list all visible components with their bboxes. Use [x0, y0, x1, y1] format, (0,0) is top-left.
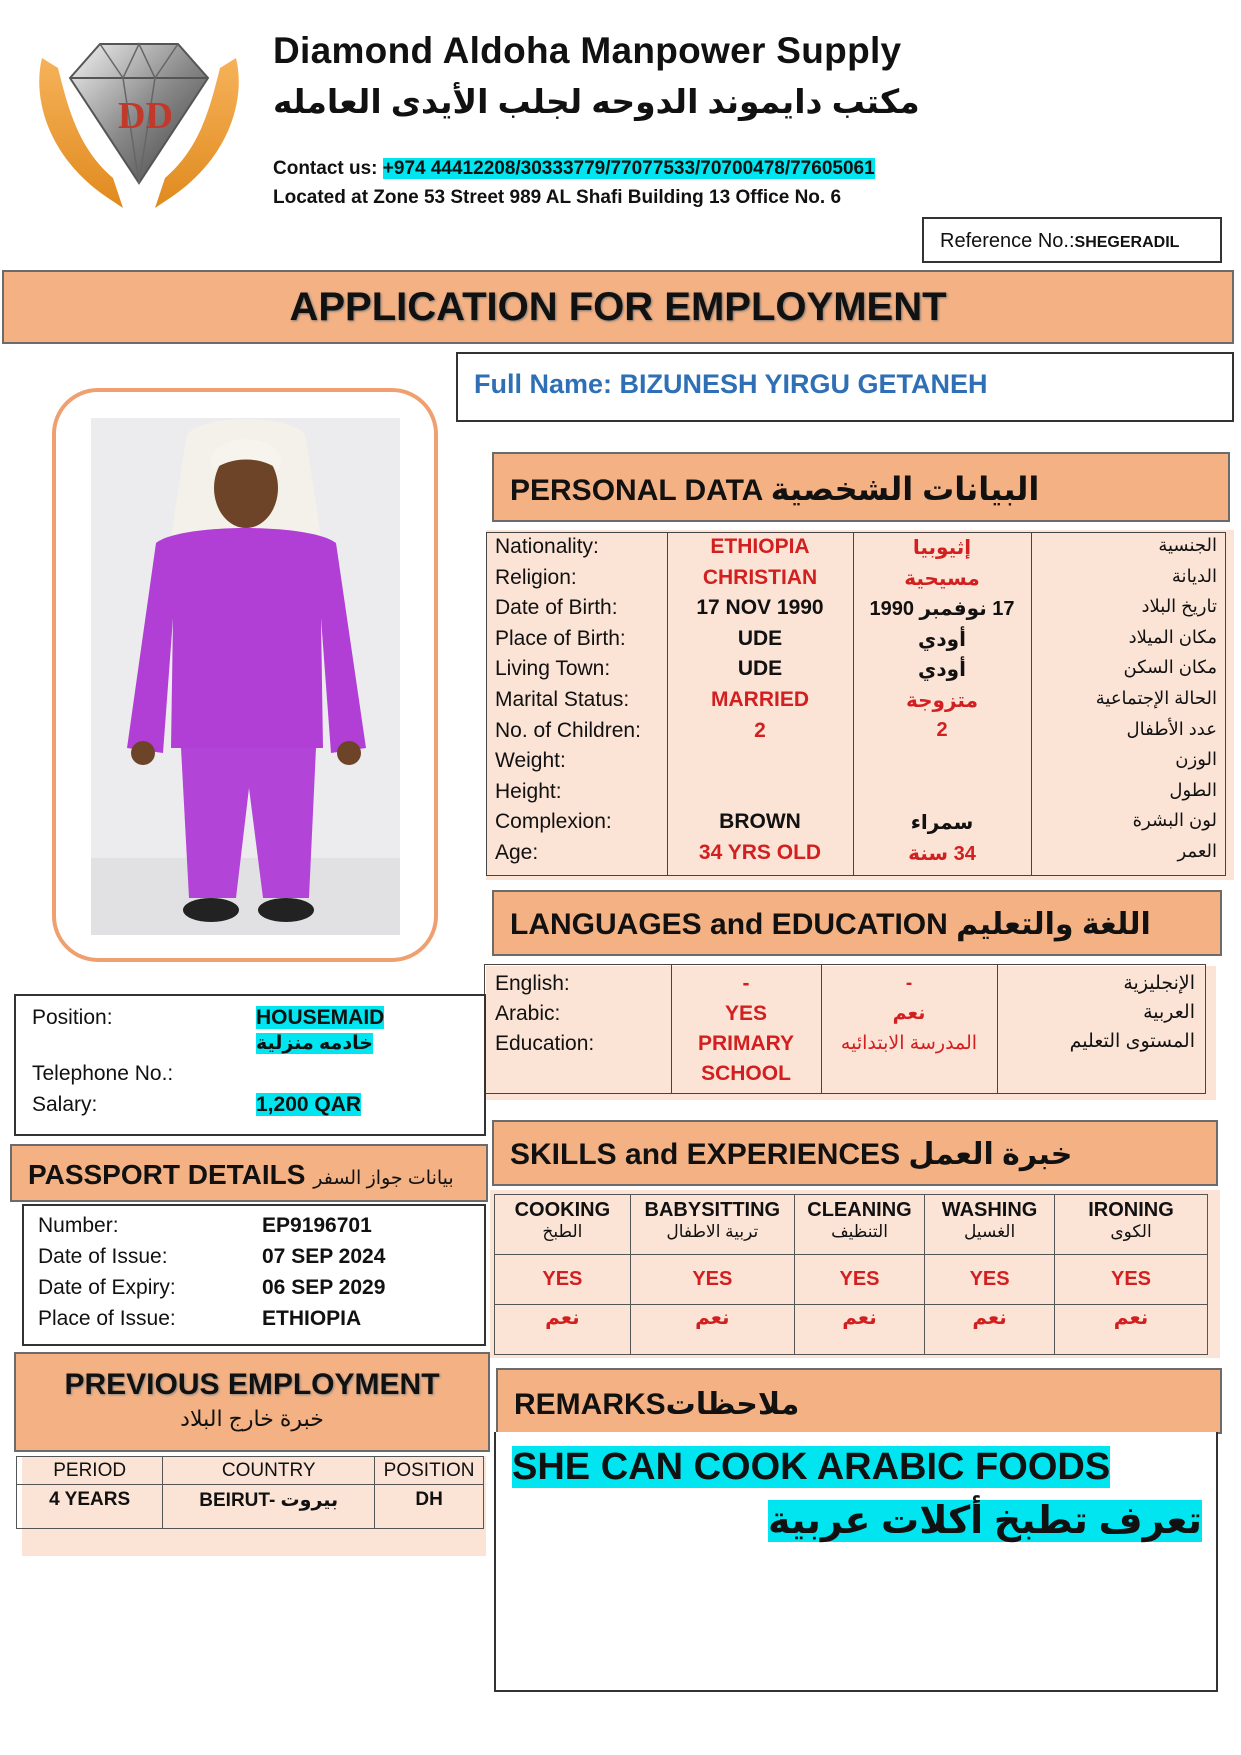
skill-answer: YES — [495, 1255, 631, 1305]
prev-header-period: PERIOD — [17, 1457, 163, 1485]
passport-rows — [38, 1214, 478, 1338]
passport-label: Place of Issue: — [38, 1307, 176, 1330]
personal-label: Weight: — [495, 749, 566, 773]
personal-value: UDE — [737, 657, 783, 681]
personal-value-ar: سمراء — [910, 812, 974, 835]
personal-value-ar: 17 نوفمبر 1990 — [869, 598, 1015, 621]
applicant-photo — [91, 418, 400, 935]
skill-answer: YES — [630, 1255, 794, 1305]
personal-label: Date of Birth: — [495, 596, 618, 620]
prev-header-country: COUNTRY — [163, 1457, 375, 1485]
personal-row — [487, 596, 1227, 627]
lang-education-label: Education: — [495, 1032, 595, 1055]
personal-row — [487, 749, 1227, 780]
passport-heading-ar: بيانات جواز السفر — [313, 1168, 454, 1189]
skill-washing — [925, 1195, 1055, 1255]
salary-label: Salary: — [32, 1093, 98, 1116]
personal-row — [487, 841, 1227, 872]
salary-value: 1,200 QAR — [256, 1093, 362, 1116]
skill-answer: YES — [925, 1255, 1055, 1305]
lang-education-label-ar: المستوى التعليم — [1069, 1031, 1195, 1052]
skill-name-ar: تربية الاطفال — [666, 1222, 759, 1241]
skill-answer-ar: نعم — [925, 1305, 1055, 1355]
passport-label: Date of Issue: — [38, 1245, 168, 1268]
passport-row — [38, 1214, 478, 1245]
personal-row — [487, 535, 1227, 566]
person-illustration — [91, 418, 400, 935]
contact-label: Contact us: — [273, 158, 383, 179]
personal-label-ar: الديانة — [1171, 565, 1217, 586]
languages-heading-ar: اللغة والتعليم — [956, 908, 1151, 941]
personal-value: MARRIED — [711, 687, 809, 711]
personal-row — [487, 627, 1227, 658]
position-label: Position: — [32, 1006, 113, 1029]
personal-value: 34 YRS OLD — [698, 840, 822, 864]
lang-education-value-2: SCHOOL — [701, 1062, 791, 1085]
personal-value: UDE — [737, 626, 783, 650]
prev-position: DH — [375, 1485, 484, 1529]
remarks-text-ar: تعرف تطبخ أكلات عربية — [768, 1500, 1202, 1542]
lang-arabic-label-ar: العربية — [1143, 1002, 1195, 1023]
skills-heading-en: SKILLS and EXPERIENCES — [510, 1138, 901, 1171]
position-box — [14, 994, 486, 1136]
personal-value: 17 NOV 1990 — [696, 596, 824, 620]
svg-text:DD: DD — [118, 95, 173, 137]
lang-english-value-ar: - — [905, 973, 913, 994]
personal-data-border — [486, 532, 1226, 876]
previous-employment-heading-ar: خبرة خارج البلاد — [180, 1406, 324, 1431]
personal-value-ar: أودي — [918, 628, 966, 651]
skill-name: COOKING — [514, 1199, 611, 1221]
skills-header — [492, 1120, 1218, 1186]
skill-answer-ar: نعم — [794, 1305, 924, 1355]
passport-box — [22, 1204, 486, 1346]
skill-name-ar: الطبخ — [542, 1222, 583, 1241]
passport-value: 06 SEP 2029 — [262, 1276, 386, 1299]
skills-heading-ar: خبرة العمل — [908, 1138, 1073, 1171]
remarks-heading-en: REMARKS — [514, 1388, 666, 1421]
company-logo — [28, 38, 250, 216]
personal-value-ar: إثيوبيا — [912, 537, 972, 559]
previous-employment-header — [14, 1352, 490, 1452]
personal-label-ar: مكان السكن — [1123, 657, 1217, 678]
reference-box — [922, 217, 1222, 263]
personal-label: Height: — [495, 779, 562, 803]
skill-name-ar: الكوى — [1110, 1222, 1152, 1241]
personal-label: Age: — [495, 840, 539, 864]
previous-employment-table — [16, 1456, 484, 1529]
personal-value-ar: أودي — [918, 659, 966, 682]
languages-heading-en: LANGUAGES and EDUCATION — [510, 908, 948, 941]
reference-label: Reference No.: — [940, 230, 1075, 252]
skill-name: CLEANING — [807, 1199, 912, 1221]
remarks-header — [496, 1368, 1222, 1434]
skill-babysitting — [630, 1195, 794, 1255]
skill-name: WASHING — [941, 1199, 1038, 1221]
lang-english-label-ar: الإنجليزية — [1123, 973, 1195, 994]
personal-label-ar: العمر — [1177, 840, 1217, 861]
position-value: HOUSEMAID — [256, 1006, 385, 1029]
personal-label: Nationality: — [495, 535, 599, 558]
skill-name: BABYSITTING — [644, 1199, 781, 1221]
personal-value-ar: 2 — [936, 718, 948, 741]
personal-data-rows — [487, 535, 1227, 872]
passport-label: Number: — [38, 1214, 119, 1237]
personal-label-ar: الجنسية — [1158, 535, 1217, 555]
previous-employment-heading-en: PREVIOUS EMPLOYMENT — [64, 1368, 440, 1401]
telephone-label: Telephone No.: — [32, 1062, 174, 1085]
personal-label-ar: مكان الميلاد — [1128, 626, 1217, 647]
lang-education-value-1: PRIMARY — [697, 1032, 795, 1055]
personal-value-ar: 34 سنة — [908, 842, 976, 865]
skill-answer: YES — [794, 1255, 924, 1305]
personal-row — [487, 719, 1227, 750]
lang-arabic-label: Arabic: — [495, 1002, 561, 1025]
lang-arabic-value-ar: نعم — [892, 1003, 926, 1024]
passport-label: Date of Expiry: — [38, 1276, 176, 1299]
skill-answer-ar: نعم — [630, 1305, 794, 1355]
personal-value: BROWN — [719, 810, 801, 834]
personal-label-ar: الوزن — [1175, 749, 1217, 770]
passport-value: 07 SEP 2024 — [262, 1245, 386, 1268]
skill-name-ar: التنظيف — [831, 1222, 888, 1241]
skill-cooking — [495, 1195, 631, 1255]
reference-value: SHEGERADIL — [1074, 234, 1180, 251]
lang-english-value: - — [742, 972, 750, 995]
position-value-ar: خادمه منزلية — [256, 1033, 373, 1054]
prev-header-position: POSITION — [375, 1457, 484, 1485]
page-title: APPLICATION FOR EMPLOYMENT — [2, 270, 1234, 344]
lang-english-label: English: — [495, 972, 570, 995]
remarks-box — [494, 1432, 1218, 1692]
remarks-text-en: SHE CAN COOK ARABIC FOODS — [512, 1446, 1111, 1488]
personal-value: CHRISTIAN — [702, 565, 818, 589]
remarks-heading-ar: ملاحظات — [665, 1388, 800, 1421]
personal-row — [487, 780, 1227, 811]
skill-answer-ar: نعم — [1055, 1305, 1208, 1355]
skill-cleaning — [794, 1195, 924, 1255]
office-location: Located at Zone 53 Street 989 AL Shafi Building 13 Office No. 6 — [273, 187, 842, 208]
personal-data-heading-en: PERSONAL DATA — [510, 474, 763, 507]
prev-country: BEIRUT- بيروت — [163, 1485, 375, 1529]
personal-data-heading-ar: البيانات الشخصية — [770, 471, 1040, 507]
lang-arabic-value: YES — [724, 1002, 768, 1025]
personal-value-ar: متزوجة — [906, 689, 978, 712]
passport-row — [38, 1276, 478, 1307]
skill-answer: YES — [1055, 1255, 1208, 1305]
personal-label: Religion: — [495, 565, 577, 589]
personal-value-ar: مسيحية — [904, 567, 980, 590]
contact-line — [273, 158, 875, 180]
skill-name-ar: الغسيل — [963, 1222, 1016, 1241]
personal-label-ar: تاريخ البلاد — [1141, 596, 1217, 617]
company-name-en: Diamond Aldoha Manpower Supply — [273, 30, 902, 71]
full-name: Full Name: BIZUNESH YIRGU GETANEH — [456, 352, 1234, 422]
personal-label-ar: عدد الأطفال — [1126, 718, 1217, 739]
skill-ironing — [1055, 1195, 1208, 1255]
personal-value: ETHIOPIA — [710, 535, 810, 558]
diamond-hands-icon — [28, 38, 250, 216]
passport-header — [10, 1144, 488, 1202]
personal-label-ar: الطول — [1169, 779, 1217, 800]
passport-value: EP9196701 — [262, 1214, 372, 1237]
prev-period: 4 YEARS — [17, 1485, 163, 1529]
personal-label: Living Town: — [495, 657, 611, 681]
personal-data-header — [492, 452, 1230, 522]
skill-name: IRONING — [1088, 1199, 1174, 1221]
personal-row — [487, 810, 1227, 841]
languages-header — [492, 890, 1222, 956]
skills-table — [494, 1194, 1208, 1355]
personal-row — [487, 657, 1227, 688]
passport-value: ETHIOPIA — [262, 1307, 362, 1330]
personal-label-ar: لون البشرة — [1132, 810, 1217, 831]
personal-row — [487, 688, 1227, 719]
personal-label: Complexion: — [495, 810, 612, 834]
contact-numbers: +974 44412208/30333779/77077533/70700478/77605061 — [382, 158, 875, 179]
personal-label: Marital Status: — [495, 687, 630, 711]
languages-border — [484, 964, 1206, 1094]
passport-row — [38, 1245, 478, 1276]
skill-answer-ar: نعم — [495, 1305, 631, 1355]
company-name-ar: مكتب دايموند الدوحه لجلب الأيدى العامله — [273, 83, 920, 120]
personal-row — [487, 566, 1227, 597]
personal-value: 2 — [754, 718, 766, 742]
passport-heading-en: PASSPORT DETAILS — [28, 1159, 306, 1190]
passport-row — [38, 1307, 478, 1338]
personal-label: Place of Birth: — [495, 626, 626, 650]
lang-education-value-ar: المدرسة الابتدائيه — [840, 1033, 978, 1054]
personal-label: No. of Children: — [495, 718, 641, 742]
personal-label-ar: الحالة الإجتماعية — [1095, 687, 1217, 708]
